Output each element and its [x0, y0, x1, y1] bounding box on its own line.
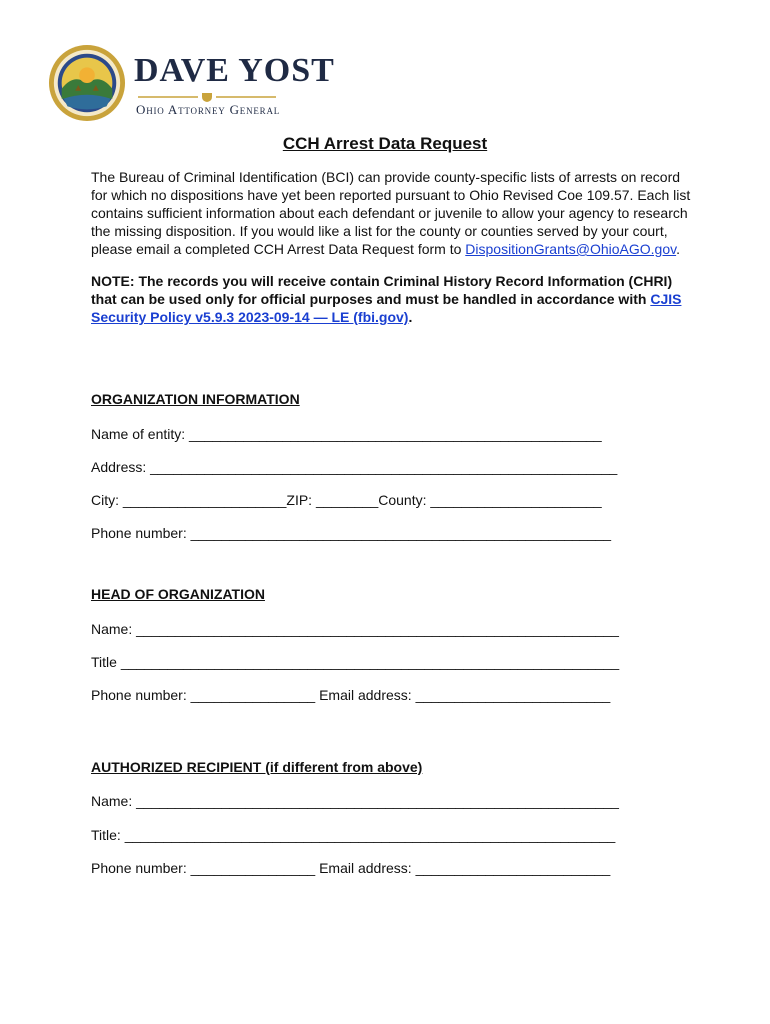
brand-name: DAVE YOST — [134, 52, 335, 89]
section-heading-recipient: AUTHORIZED RECIPIENT (if different from above) — [91, 759, 423, 775]
shield-divider-icon — [138, 92, 276, 102]
recipient-phone-email-field[interactable]: Phone number: ________________ Email address: _________________________ — [91, 860, 611, 876]
intro-text: The Bureau of Criminal Identification (BCI) can provide county-specific lists of arrests on record for which no dispositions have yet been reported pursuant to Ohio Revised Coe 109.57. Each list contains sufficient information about each defendant or juvenile to allow your agency to research the missing disposition. If you would like a list for the county or counties served by your court, please email a completed CCH Arrest Data Request form to — [91, 169, 691, 257]
section-heading-head: HEAD OF ORGANIZATION — [91, 586, 265, 602]
intro-paragraph — [91, 168, 691, 258]
city-zip-county-field[interactable]: City: _____________________ZIP: ________County: ______________________ — [91, 492, 602, 508]
ohio-seal-icon — [48, 44, 126, 122]
email-link[interactable]: DispositionGrants@OhioAGO.gov — [465, 241, 677, 257]
address-field[interactable]: Address: ____________________________________________________________ — [91, 459, 618, 475]
document-body — [91, 134, 691, 326]
org-phone-field[interactable]: Phone number: ______________________________________________________ — [91, 525, 612, 541]
page-title: CCH Arrest Data Request — [282, 134, 488, 153]
note-end: . — [408, 309, 413, 325]
note-paragraph — [91, 272, 691, 326]
note-text: NOTE: The records you will receive contain Criminal History Record Information (CHRI) that can be used only for official purposes and must be handled in accordance with — [91, 273, 673, 307]
head-name-field[interactable]: Name: ______________________________________________________________ — [91, 621, 619, 637]
recipient-title-field[interactable]: Title: _______________________________________________________________ — [91, 827, 616, 843]
recipient-name-field[interactable]: Name: ______________________________________________________________ — [91, 793, 619, 809]
intro-end: . — [676, 241, 680, 257]
cjis-policy-link[interactable]: CJIS Security Policy v5.9.3 2023-09-14 — LE (fbi.gov) — [91, 291, 682, 325]
section-heading-organization: ORGANIZATION INFORMATION — [91, 391, 300, 407]
brand-subtitle: Ohio Attorney General — [136, 102, 281, 117]
head-phone-email-field[interactable]: Phone number: ________________ Email address: _________________________ — [91, 687, 611, 703]
name-of-entity-field[interactable]: Name of entity: _____________________________________________________ — [91, 426, 602, 442]
head-title-field[interactable]: Title ________________________________________________________________ — [91, 654, 620, 670]
letterhead — [48, 44, 335, 124]
